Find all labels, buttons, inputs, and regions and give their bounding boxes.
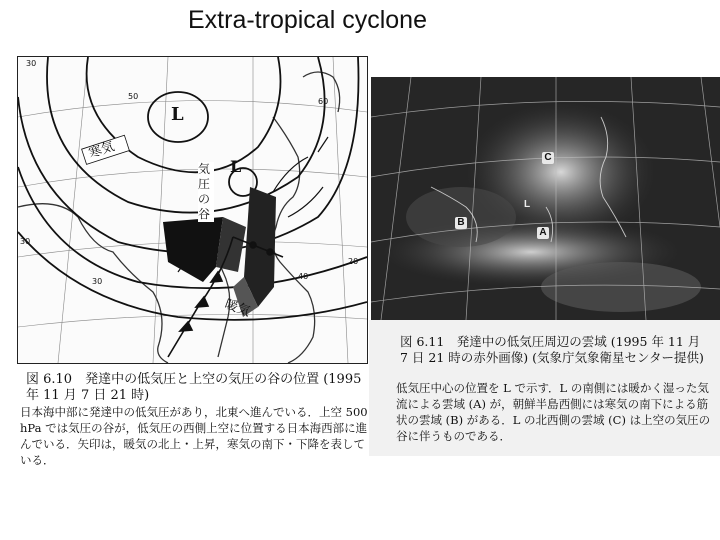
satellite-label-c: C [542,152,554,164]
map-label-low-top: L [171,104,184,125]
trough-char: 圧 [198,177,211,191]
satellite-image-drawing [371,77,720,320]
satellite-image [371,77,720,320]
figure-6-10-caption-title: 図 6.10 発達中の低気圧と上空の気圧の谷の位置 (1995 年 11 月 7 日 21 時) [26,372,362,403]
map-label-warm-air: 暖気 [222,296,253,320]
map-contour-label: 50 [128,92,139,101]
figure-6-10-caption-body: 日本海中部に発達中の低気圧があり，北東へ進んでいる．上空 500 hPa では気圧の谷が，低気圧の西側上空に位置する日本海西部に進んでいる．矢印は，暖気の北上・上昇，寒気の南下・下降を表している． [20,405,368,467]
map-label-trough [198,162,214,222]
map-contour-label: 20 [348,257,359,266]
satellite-label-l: L [523,199,531,210]
trough-char: 谷 [198,207,211,221]
map-contour-label: 30 [92,277,103,286]
figure-6-11-caption-title: 図 6.11 発達中の低気圧周辺の雲域 (1995 年 11 月 7 日 21 時の赤外画像) (気象庁気象衛星センター提供) [400,334,704,365]
weather-map-drawing [18,57,367,363]
map-label-cold-air: 寒気 [86,139,117,162]
figure-6-11-caption-body: 低気圧中心の位置を L で示す．L の南側には暖かく湿った気流による雲域 (A) が，朝鮮半島西側には寒気の南下による筋状の雲域 (B) がある．L の北西側の雲域 (C) は上空の気圧の谷に伴うものである． [396,381,711,443]
map-contour-label: 30 [26,59,37,68]
trough-char: 気 [198,162,211,176]
map-contour-label: 30 [20,237,31,246]
map-contour-label: 60 [318,97,329,106]
slide-title: Extra-tropical cyclone [188,6,427,34]
satellite-label-b: B [455,217,467,229]
satellite-label-a: A [537,227,549,239]
map-label-low-center: L [230,157,242,176]
map-contour-label: 40 [298,272,309,281]
trough-char: の [198,192,211,206]
weather-map [17,56,368,364]
